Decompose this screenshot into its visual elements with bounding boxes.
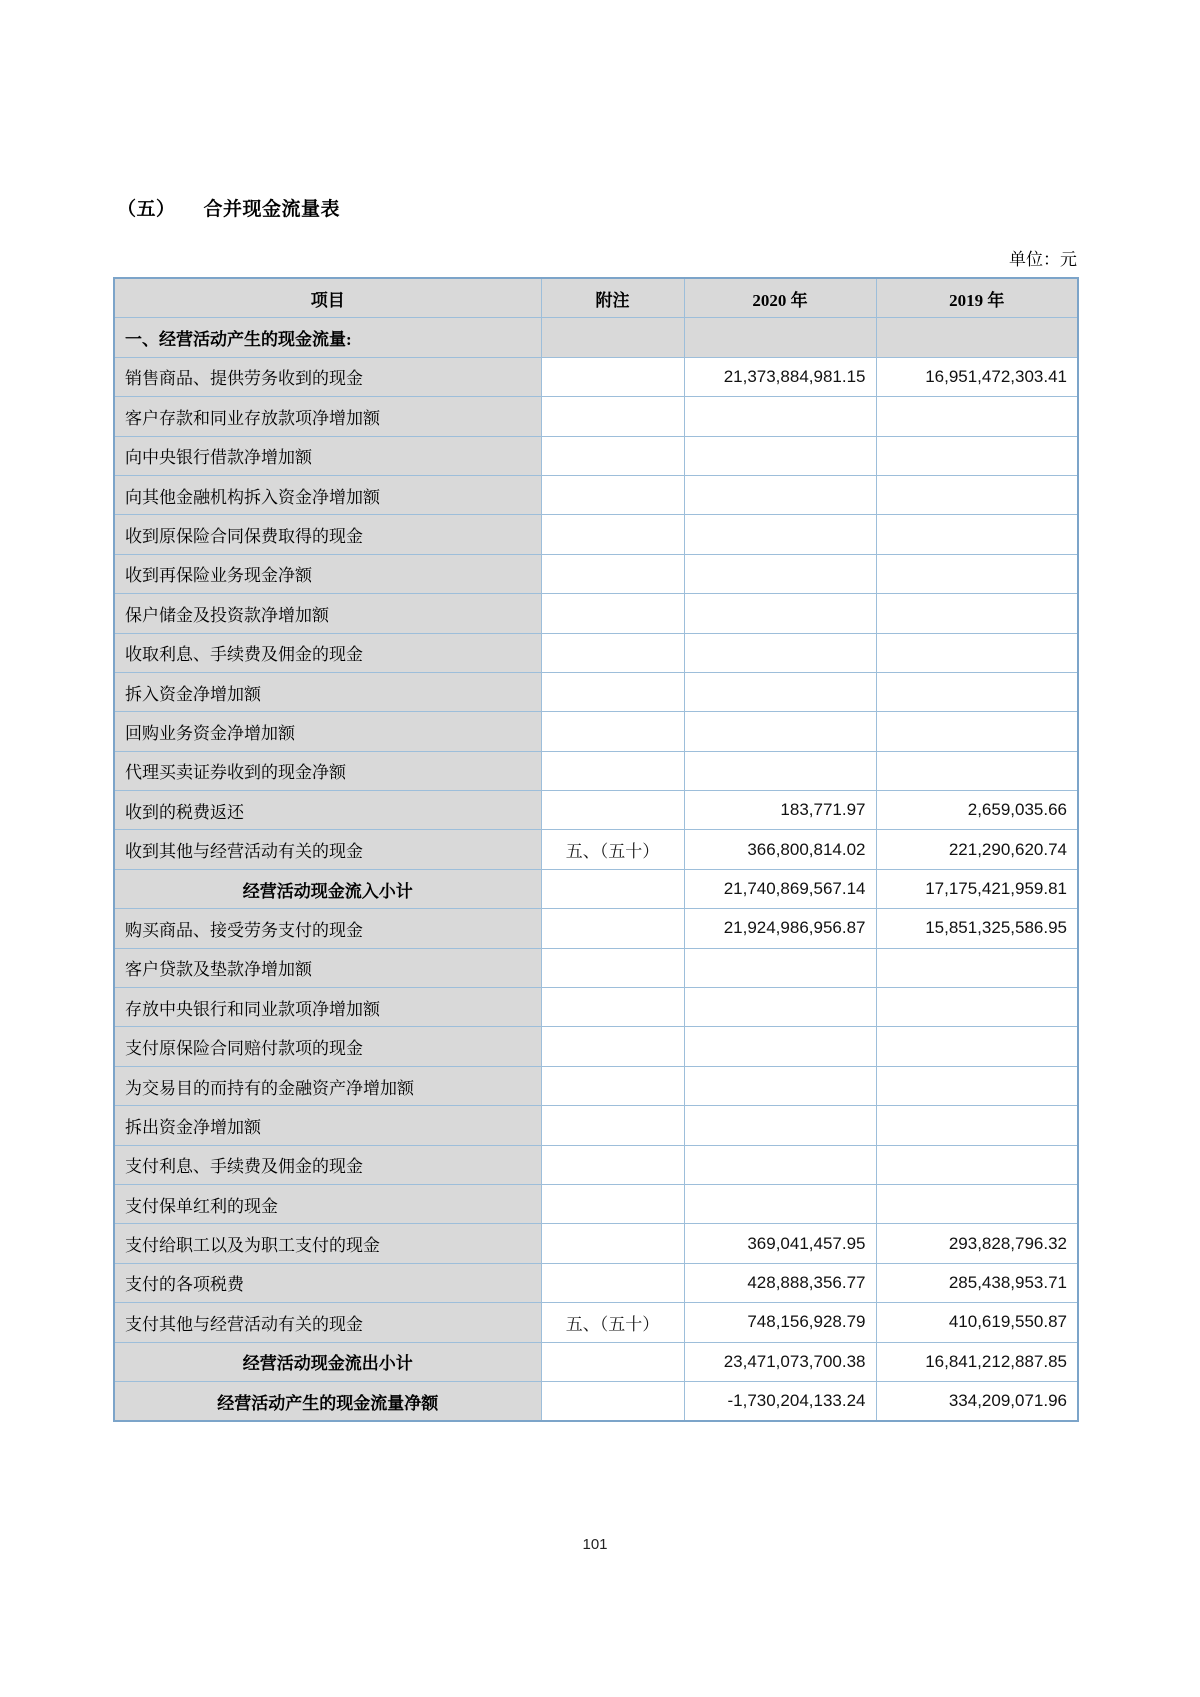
table-row <box>114 1145 1078 1184</box>
cell-2020 <box>684 475 876 514</box>
cell-2020 <box>684 1106 876 1145</box>
cell-item: 为交易目的而持有的金融资产净增加额 <box>114 1066 541 1105</box>
cell-2019 <box>876 594 1078 633</box>
cell-item: 存放中央银行和同业款项净增加额 <box>114 988 541 1027</box>
cell-item: 经营活动产生的现金流量净额 <box>114 1381 541 1421</box>
cell-item: 客户贷款及垫款净增加额 <box>114 948 541 987</box>
cell-item: 支付其他与经营活动有关的现金 <box>114 1303 541 1342</box>
table-row-subtotal <box>114 869 1078 908</box>
cell-item: 支付利息、手续费及佣金的现金 <box>114 1145 541 1184</box>
cell-item: 收到原保险合同保费取得的现金 <box>114 515 541 554</box>
cell-item: 保户储金及投资款净增加额 <box>114 594 541 633</box>
cell-item: 经营活动现金流出小计 <box>114 1342 541 1381</box>
cell-2019 <box>876 1184 1078 1223</box>
table-row <box>114 515 1078 554</box>
cell-2020: 183,771.97 <box>684 791 876 830</box>
page-title <box>117 194 340 221</box>
cell-note <box>541 554 684 593</box>
cell-2019 <box>876 948 1078 987</box>
cell-note <box>541 633 684 672</box>
cell-2020: 23,471,073,700.38 <box>684 1342 876 1381</box>
cell-2019 <box>876 1106 1078 1145</box>
cell-2019 <box>876 712 1078 751</box>
table-row <box>114 1027 1078 1066</box>
cell-2020: 369,041,457.95 <box>684 1224 876 1263</box>
table-row <box>114 909 1078 948</box>
table-row <box>114 1224 1078 1263</box>
cell-2020 <box>684 397 876 436</box>
table-row <box>114 436 1078 475</box>
cell-note <box>541 988 684 1027</box>
cell-note <box>541 1263 684 1302</box>
col-header-item: 项目 <box>114 278 541 318</box>
cell-2019: 285,438,953.71 <box>876 1263 1078 1302</box>
cell-2020 <box>684 554 876 593</box>
table-row <box>114 397 1078 436</box>
cell-2019: 15,851,325,586.95 <box>876 909 1078 948</box>
cell-note <box>541 1184 684 1223</box>
cell-2020 <box>684 1145 876 1184</box>
cell-note: 五、（五十） <box>541 830 684 869</box>
cell-2019: 16,951,472,303.41 <box>876 357 1078 396</box>
col-header-2019: 2019 年 <box>876 278 1078 318</box>
cell-2020: -1,730,204,133.24 <box>684 1381 876 1421</box>
cell-item: 向其他金融机构拆入资金净增加额 <box>114 475 541 514</box>
cell-2020: 366,800,814.02 <box>684 830 876 869</box>
cell-item: 拆出资金净增加额 <box>114 1106 541 1145</box>
cell-2019 <box>876 1027 1078 1066</box>
table-row <box>114 751 1078 790</box>
cell-2020: 21,924,986,956.87 <box>684 909 876 948</box>
cell-2020 <box>684 633 876 672</box>
cell-item: 支付保单红利的现金 <box>114 1184 541 1223</box>
table-row <box>114 475 1078 514</box>
table-row <box>114 554 1078 593</box>
cell-item: 收到再保险业务现金净额 <box>114 554 541 593</box>
cell-note <box>541 1342 684 1381</box>
table-row-subtotal <box>114 1381 1078 1421</box>
cell-item: 客户存款和同业存放款项净增加额 <box>114 397 541 436</box>
cell-2019 <box>876 436 1078 475</box>
cell-2019 <box>876 318 1078 357</box>
cell-note <box>541 475 684 514</box>
cell-note <box>541 948 684 987</box>
table-row <box>114 988 1078 1027</box>
cell-2020 <box>684 594 876 633</box>
cell-2019 <box>876 633 1078 672</box>
cell-2020: 21,373,884,981.15 <box>684 357 876 396</box>
cell-2020 <box>684 751 876 790</box>
cell-item: 支付原保险合同赔付款项的现金 <box>114 1027 541 1066</box>
cell-2020 <box>684 1066 876 1105</box>
cell-note <box>541 397 684 436</box>
cell-2019: 334,209,071.96 <box>876 1381 1078 1421</box>
table-header-row <box>114 278 1078 318</box>
cell-2019 <box>876 672 1078 711</box>
page-number: 101 <box>582 1536 608 1553</box>
cell-2020 <box>684 318 876 357</box>
cell-item: 一、经营活动产生的现金流量: <box>114 318 541 357</box>
table-row <box>114 1184 1078 1223</box>
cell-2019 <box>876 475 1078 514</box>
cell-2019 <box>876 751 1078 790</box>
cell-item: 收到的税费返还 <box>114 791 541 830</box>
table-row <box>114 830 1078 869</box>
cell-note: 五、（五十） <box>541 1303 684 1342</box>
cell-note <box>541 1224 684 1263</box>
cell-2019: 2,659,035.66 <box>876 791 1078 830</box>
table-row <box>114 1303 1078 1342</box>
section-title-text: 合并现金流量表 <box>203 199 341 220</box>
cell-note <box>541 1106 684 1145</box>
cell-2019 <box>876 554 1078 593</box>
table-row <box>114 357 1078 396</box>
table-row-subtotal <box>114 1342 1078 1381</box>
cell-note <box>541 1027 684 1066</box>
cell-item: 收到其他与经营活动有关的现金 <box>114 830 541 869</box>
cell-note <box>541 1066 684 1105</box>
cell-2019: 16,841,212,887.85 <box>876 1342 1078 1381</box>
cell-note <box>541 672 684 711</box>
cell-item: 支付的各项税费 <box>114 1263 541 1302</box>
cell-item: 向中央银行借款净增加额 <box>114 436 541 475</box>
cell-2019 <box>876 988 1078 1027</box>
cell-2019 <box>876 1066 1078 1105</box>
table-row <box>114 1106 1078 1145</box>
cell-item: 回购业务资金净增加额 <box>114 712 541 751</box>
cell-2019: 221,290,620.74 <box>876 830 1078 869</box>
cell-note <box>541 751 684 790</box>
cell-2020 <box>684 515 876 554</box>
cell-item: 购买商品、接受劳务支付的现金 <box>114 909 541 948</box>
table-row <box>114 1263 1078 1302</box>
cell-item: 支付给职工以及为职工支付的现金 <box>114 1224 541 1263</box>
table-row <box>114 1066 1078 1105</box>
cell-note <box>541 1145 684 1184</box>
cell-2020: 21,740,869,567.14 <box>684 869 876 908</box>
cell-note <box>541 357 684 396</box>
section-number: （五） <box>117 199 176 220</box>
cell-2019 <box>876 1145 1078 1184</box>
cell-2020 <box>684 712 876 751</box>
cell-2020 <box>684 948 876 987</box>
cell-2020: 428,888,356.77 <box>684 1263 876 1302</box>
cell-note <box>541 318 684 357</box>
cell-2020 <box>684 1184 876 1223</box>
table-row <box>114 948 1078 987</box>
cell-2019 <box>876 515 1078 554</box>
cell-2020 <box>684 988 876 1027</box>
cell-note <box>541 909 684 948</box>
col-header-note: 附注 <box>541 278 684 318</box>
cell-item: 拆入资金净增加额 <box>114 672 541 711</box>
cell-item: 销售商品、提供劳务收到的现金 <box>114 357 541 396</box>
cell-2020 <box>684 672 876 711</box>
cell-2019: 293,828,796.32 <box>876 1224 1078 1263</box>
table-row <box>114 791 1078 830</box>
table-row <box>114 712 1078 751</box>
cell-item: 代理买卖证券收到的现金净额 <box>114 751 541 790</box>
col-header-2020: 2020 年 <box>684 278 876 318</box>
cell-2019: 17,175,421,959.81 <box>876 869 1078 908</box>
table-row <box>114 633 1078 672</box>
cell-note <box>541 515 684 554</box>
cell-2020 <box>684 436 876 475</box>
unit-label: 单位：元 <box>1009 250 1077 269</box>
cashflow-table <box>113 277 1079 1422</box>
cell-2019: 410,619,550.87 <box>876 1303 1078 1342</box>
table-row-section <box>114 318 1078 357</box>
cell-note <box>541 594 684 633</box>
table-row <box>114 594 1078 633</box>
cell-note <box>541 436 684 475</box>
cell-note <box>541 712 684 751</box>
cell-item: 经营活动现金流入小计 <box>114 869 541 908</box>
cell-2020: 748,156,928.79 <box>684 1303 876 1342</box>
cell-note <box>541 1381 684 1421</box>
cell-item: 收取利息、手续费及佣金的现金 <box>114 633 541 672</box>
cell-note <box>541 791 684 830</box>
cell-2020 <box>684 1027 876 1066</box>
table-row <box>114 672 1078 711</box>
cell-2019 <box>876 397 1078 436</box>
cell-note <box>541 869 684 908</box>
